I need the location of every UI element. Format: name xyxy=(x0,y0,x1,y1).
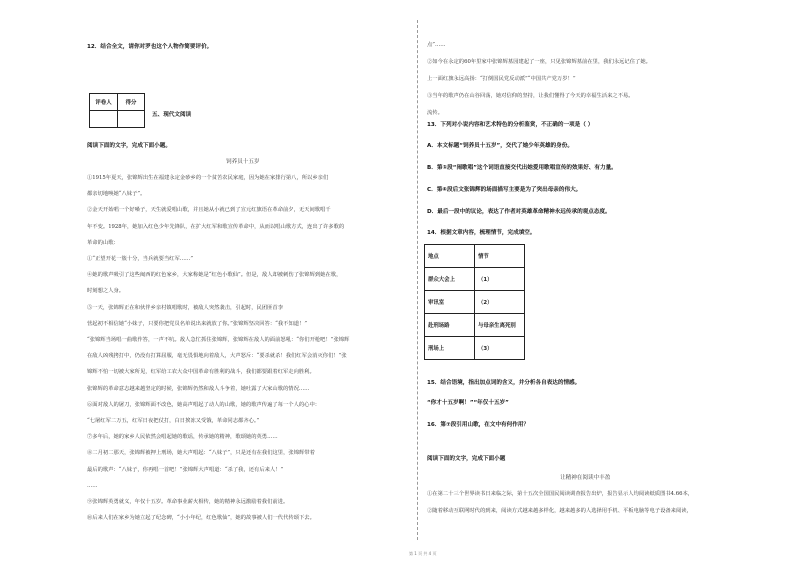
plot-table-row xyxy=(425,245,525,268)
text-line: ⑨张锦辉英勇就义，年仅十五岁。革命事业薪火相传，她的精神永远激励着我们前进。 xyxy=(87,499,289,505)
page-number: 第 1 页 共 4 页 xyxy=(409,551,437,556)
text-line: ④她的歌声吸引了这些闽西的红色家乡，大家称她是“红色小歌仙”。但是，敌人却被刺伤了张锦辉到她在歌， xyxy=(87,272,342,279)
text-line: ⑩后来人们在家乡为她立起了纪念碑，“小小年纪，红色歌仙”，她的故事被人们一代代传颂下去。 xyxy=(87,515,315,522)
text-line: A．本文标题“饲养员十五岁”，交代了她少年英雄的身份。 xyxy=(427,143,573,149)
text-line: 点”…… xyxy=(427,42,446,48)
plot-table-row xyxy=(425,314,525,337)
story-title: 饲养员十五岁 xyxy=(226,159,260,165)
question-15: 15．结合语境，指出加点词的含义，并分析各自表达的情感。 xyxy=(427,380,581,386)
plot-location-cell: 群众大会上 xyxy=(425,268,475,291)
text-line: 年不变。1928年，她加入红色少年先锋队，在扩大红军和歌宣传革命中，从而以唱山歌方式，连出了许多歌的 xyxy=(87,223,345,230)
plot-event-cell: （1） xyxy=(475,268,525,291)
question-16: 16．第⑦段引用山歌，在文中有何作用？ xyxy=(427,422,530,428)
text-line: ⑥面对敌人的屠刀，张锦辉面不改色，她高声唱起了动人的山歌，她的歌声传遍了每一个人的心中： xyxy=(87,401,321,408)
text-line: 流传。 xyxy=(427,110,443,116)
text-line: 锦辉不怕一切被大家所见，红军给工农大众中国革命有胜利的战斗，我们都要跟着红军走向胜利。 xyxy=(87,369,315,376)
text-line: …… xyxy=(87,482,98,489)
score-box xyxy=(89,93,145,128)
score-cell xyxy=(118,111,145,128)
reviewer-label: 评卷人 xyxy=(90,94,118,111)
text-line: ②随着移动互联网时代的到来，阅读方式越来越多样化，越来越多的人选择用手机、平板电脑等电子设备来阅读， xyxy=(427,508,692,514)
plot-location-cell: 审讯室 xyxy=(425,291,475,314)
text-line: C．第④段后文张锦辉的场面描写主要是为了突出母亲的伟大。 xyxy=(427,187,582,193)
text-line: “张锦辉当场唱一曲歌作答，一声不吭。敌人急忙抓住张锦辉，张锦辉在敌人的面前怒吼：“你们开枪吧！”张锦辉 xyxy=(87,337,350,343)
question-14: 14．根据文章内容，梳理情节，完成填空。 xyxy=(427,230,536,236)
text-line: “七屠红军二万五，红军日夜把仗打，白日挨冻又受饿，革命同志都齐心。” xyxy=(87,418,260,424)
text-line: ①1915年夏天，张锦辉出生在福建永定金砂乡的一个贫苦农民家庭，因为她在家排行第八，所以乡亲们 xyxy=(87,175,329,181)
text-line: ①在第二十三个世界读书日来临之际，第十五次全国国民阅读调查报告出炉，报告显示人均阅读纸质图书4.66本， xyxy=(427,491,694,497)
text-line: ②金天开始唱一个好嗓子，天生就爱唱山歌，并且她从小就已到了宣元红旗语在革命前夕，无天间歌唱千 xyxy=(87,207,331,214)
text-line: ②如今在永定的60年里家中张锦辉墓园建起了一座，只见张锦辉墓前在里，我们永远记住了她。 xyxy=(427,59,651,65)
question-13: 13．下列对小说内容和艺术特色的分析鉴赏，不正确的一项是（ ） xyxy=(427,122,594,128)
question-15-quote: “你才十五岁啊！”“年仅十五岁” xyxy=(427,400,509,406)
text-line: B．第①段“闹歌唱”这个词语直接交代出她爱用歌唱宣传的效果好、有力量。 xyxy=(427,165,617,171)
plot-event-cell: （3） xyxy=(475,337,525,360)
plot-table-row xyxy=(425,291,525,314)
text-line: 革命的山歌： xyxy=(87,239,119,246)
plot-table-row xyxy=(425,337,525,360)
text-line: 最后的歌声：“八妹子，你再唱一首吧！”张锦辉大声唱道：“杀了我，还有后来人！” xyxy=(87,466,284,473)
plot-event-cell: （2） xyxy=(475,291,525,314)
text-line: 都亲切地唤她“八妹子”。 xyxy=(87,191,146,198)
plot-table-row xyxy=(425,268,525,291)
plot-event-cell: 与母亲生离死别 xyxy=(475,314,525,337)
text-line: ⑤一天，张锦辉正在和伙伴乡亲村镇唱歌时，被敌人突然袭击，引起时，民团匪首李 xyxy=(87,304,283,311)
plot-location-cell: 地点 xyxy=(425,245,475,268)
reading-instruction: 阅读下面的文字，完成下面小题。 xyxy=(87,143,171,149)
score-label: 得分 xyxy=(118,94,145,111)
text-line: 营起初不相信她“小妹子，只要你把党员名单说出来就放了你。”张锦辉坚决回答：“我不知道！” xyxy=(87,320,308,327)
text-line: ③当年的歌声仍在山谷回荡，她对信仰的坚持，让我们懂得了今天的幸福生活来之不易。 xyxy=(427,93,634,99)
text-line: 时刻想之人身。 xyxy=(87,288,125,295)
plot-event-cell: 情节 xyxy=(475,245,525,268)
text-line: ⑦多年后，她的家乡人民依然会唱起她的歌谣，传承她的精神，歌颂她的英勇…… xyxy=(87,434,278,441)
column-divider xyxy=(417,20,418,540)
plot-location-cell: 赴刑场路 xyxy=(425,314,475,337)
plot-location-cell: 刑场上 xyxy=(425,337,475,360)
article2-title: 让精神在阅读中丰盈 xyxy=(560,475,611,481)
reading-instruction-2: 阅读下面的文字，完成下面小题 xyxy=(427,456,506,462)
text-line: ①“正望开花一簇十分，当兵就要当红军……” xyxy=(87,256,194,262)
text-line: 在敌人凶残拷打中，仍没有打算屈服，毫无畏惧地向着敌人，大声怒斥：“要杀就杀！我们红军会消灭你们！”张 xyxy=(87,353,347,360)
text-line: ⑧二月初二那天，张锦辉被押上刑场，她大声唱起：“八妹子”，只是还有在我们这里，张锦辉带着 xyxy=(87,450,315,457)
text-line: 上一面红旗永远高扬：“打倒国民党反动派”“中国共产党万岁！” xyxy=(427,76,576,82)
reviewer-cell xyxy=(90,111,118,128)
text-line: 张锦辉的革命意志越来越坚定的时候，张锦辉仍然和敌人斗争着，她吐露了大家山歌的情况…… xyxy=(87,385,310,392)
question-12: 12．结合全文，请你对罗也这个人物作简要评价。 xyxy=(87,44,213,50)
section-heading: 五、现代文阅读 xyxy=(152,112,192,118)
text-line: D．最后一段中的议论，表达了作者对英雄革命精神永远传承的观点态度。 xyxy=(427,209,611,215)
plot-table xyxy=(424,244,525,360)
